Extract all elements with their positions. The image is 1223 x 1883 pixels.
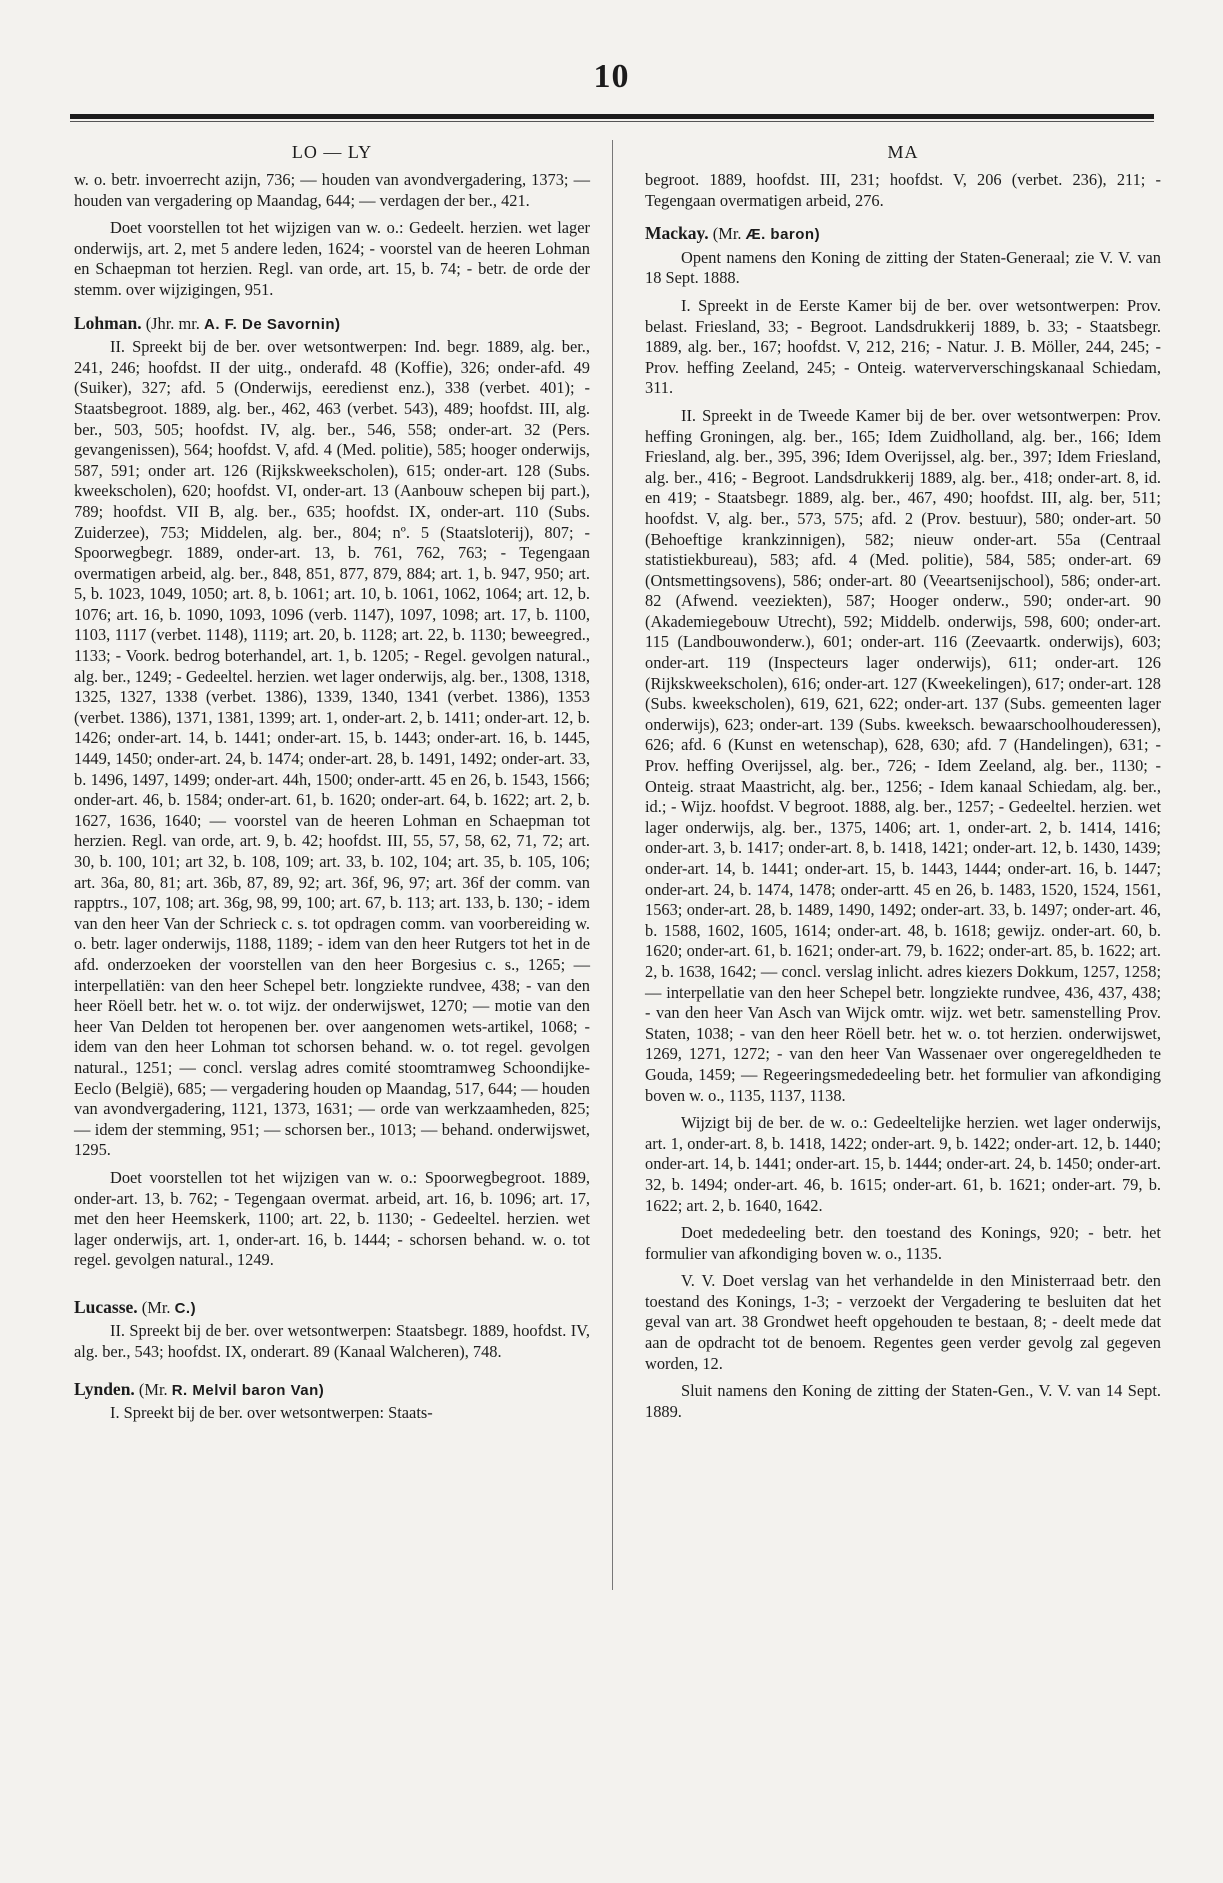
left-column	[74, 142, 590, 1431]
page-number: 10	[593, 58, 630, 95]
entry-given-name: Æ. baron)	[745, 226, 821, 244]
entry-title: (Mr.	[138, 1379, 168, 1399]
paragraph: I. Spreekt in de Eerste Kamer bij de ber. over wetsontwerpen: Prov. belast. Friesland, 33; - Begroot. Landsdrukkerij 1889, b. 33; - Staatsbegr. 1889, alg. ber., 167; hoofdst. V, 212, 216; - Natur. J. B. Möller, 244, 245; - Prov. heffing Zeeland, 245; - Onteig. waterververschingskanaal Schiedam, 311.	[645, 295, 1161, 398]
paragraph: begroot. 1889, hoofdst. III, 231; hoofdst. V, 206 (verbet. 236), 211; - Tegengaan overmatigen arbeid, 276.	[645, 170, 1161, 210]
paragraph: Sluit namens den Koning de zitting der Staten-Gen., V. V. van 14 Sept. 1889.	[645, 1381, 1161, 1421]
entry-heading-lynden	[74, 1379, 590, 1402]
header-rule-thick	[70, 114, 1154, 119]
entry-given-name: A. F. De Savornin)	[204, 315, 341, 333]
paragraph: II. Spreekt in de Tweede Kamer bij de ber. over wetsontwerpen: Prov. heffing Groningen, alg. ber., 165; Idem Zuidholland, alg. ber., 166; Idem Friesland, alg. ber., 395, 396; Idem Overijssel, alg. ber., 397; Idem Friesland, alg. ber., 416; - Begroot. Landsdrukkerij 1889, alg. ber., 418; onder-art. 8, id. en 419; - Staatsbegr. 1889, alg. ber., 467, 490; hoofdst. III, alg. ber, 511; hoofdst. V, alg. ber., 573, 575; afd. 2 (Prov. bestuur), 580; onder-art. 50 (Behoeftige krankzinnigen), 582; nieuw onder-art. 55a (Centraal statistiekbureau), 583; afd. 4 (Med. politie), 584, 585; onder-art. 69 (Ontsmettingsovens), 586; onder-art. 80 (Veeartsenijschool), 586; onder-art. 82 (Afwend. veeziekten), 587; Hooger onderw., 590; onder-art. 90 (Akademiegebouw Utrecht), 592; Middelb. onderwijs, 598, 600; onder-art. 115 (Landbouwonderw.), 601; onder-art. 116 (Zeevaartk. onderwijs), 603; onder-art. 119 (Inspecteurs lager onderwijs), 611; onder-art. 126 (Rijkskweekscholen), 616; onder-art. 127 (Kweekelingen), 617; onder-art. 128 (Subs. kweekscholen), 619, 621, 622; onder-art. 137 (Subs. gemeenten lager onderwijs), 623; onder-art. 139 (Subs. kweeksch. bewaarschoolhouderessen), 626; afd. 6 (Kunst en wetenschap), 628, 630; afd. 7 (Handelingen), 631; - Prov. heffing Overijssel, alg. ber., 726; - Idem Zeeland, alg. ber., 1130; - Onteig. straat Maastricht, alg. ber., 1256; - Idem kanaal Schiedam, alg. ber., id.; - Wijz. hoofdst. V begroot. 1888, alg. ber., 1257; - Gedeeltel. herzien. wet lager onderwijs, alg. ber., 1375, 1406; art. 1, onder-art. 2, b. 1414, 1416; onder-art. 3, b. 1417; onder-art. 8, b. 1418, 1421; onder-art. 12, b. 1430, 1439; onder-art. 14, b. 1441; onder-art. 15, b. 1443, 1444; onder-art. 16, b. 1447; onder-art. 24, b. 1474, 1478; onder-artt. 45 en 26, b. 1483, 1520, 1524, 1561, 1563; onder-art. 28, b. 1489, 1490, 1492; onder-art. 33, b. 1497; onder-art. 46, b. 1588, 1602, 1605, 1614; onder-art. 48, b. 1618; gewijz. onder-art. 60, b. 1620; onder-art. 61, b. 1621; onder-art. 79, b. 1622; onder-art. 85, b. 1622; art. 2, b. 1638, 1642; — concl. verslag inlicht. adres kiezers Dokkum, 1257, 1258; — interpellatie van den heer Schepel betr. longziekte rundvee, 436, 437, 438; - van den heer Van Asch van Wijck omtr. wijz. wet betr. samenstelling Prov. Staten, 1038; - van den heer Röell betr. het w. o. tot herzien. onderwijswet, 1269, 1271, 1272; - van den heer Van Wassenaer over ongeregeldheden te Gouda, 1459; — Regeeringsmededeeling betr. het formulier van afkondiging boven w. o., 1135, 1137, 1138.	[645, 405, 1161, 1105]
paragraph: Doet voorstellen tot het wijzigen van w. o.: Gedeelt. herzien. wet lager onderwijs, art. 2, met 5 andere leden, 1624; - voorstel van de heeren Lohman en Schaepman tot herzien. Regl. van orde, art. 15, b. 74; - betr. de orde der stemm. over wijzigingen, 951.	[74, 218, 590, 299]
right-column-header: MA	[887, 142, 919, 162]
entry-given-name: R. Melvil baron Van)	[171, 1381, 325, 1399]
paragraph: Wijzigt bij de ber. de w. o.: Gedeeltelijke herzien. wet lager onderwijs, art. 1, onder-art. 8, b. 1418, 1422; onder-art. 9, b. 1422; onder-art. 12, b. 1440; onder-art. 14, b. 1441; onder-art. 15, b. 1444; onder-art. 24, b. 1450; onder-art. 32, b. 1494; onder-art. 46, b. 1615; onder-art. 61, b. 1621; onder-art. 79, b. 1622; art. 2, b. 1640, 1642.	[645, 1113, 1161, 1215]
entry-surname: Mackay.	[645, 223, 709, 244]
paragraph: V. V. Doet verslag van het verhandelde in den Ministerraad betr. den toestand des Konings, 1-3; - verzoekt der Vergadering te besluiten dat het geval van art. 38 Grondwet heeft opgehouden te bestaan, 8; - deelt mede dat aan de opdracht tot de benoem. Regentes geen verder gevolg zal gegeven worden, 12.	[645, 1271, 1161, 1373]
entry-title: (Jhr. mr.	[145, 313, 200, 333]
entry-title: (Mr.	[712, 224, 742, 244]
entry-heading-mackay	[645, 223, 1161, 246]
column-divider	[612, 140, 613, 1590]
entry-surname: Lohman.	[74, 312, 142, 333]
entry-heading-lohman	[74, 313, 590, 336]
paragraph: I. Spreekt bij de ber. over wetsontwerpen: Staats-	[110, 1403, 433, 1423]
entry-heading-lucasse	[74, 1297, 590, 1320]
header-rule-thin	[70, 121, 1154, 122]
paragraph: Doet mededeeling betr. den toestand des Konings, 920; - betr. het formulier van afkondiging boven w. o., 1135.	[645, 1223, 1161, 1263]
paragraph: w. o. betr. invoerrecht azijn, 736; — houden van avondvergadering, 1373; — houden van vergadering op Maandag, 644; — verdagen der ber., 421.	[74, 170, 590, 210]
entry-given-name: C.)	[174, 1299, 197, 1317]
right-column	[645, 142, 1161, 1429]
entry-title: (Mr.	[141, 1297, 171, 1317]
paragraph: II. Spreekt bij de ber. over wetsontwerpen: Staatsbegr. 1889, hoofdst. IV, alg. ber., 543; hoofdst. IX, onderart. 89 (Kanaal Walcheren), 748.	[74, 1321, 590, 1362]
entry-surname: Lynden.	[74, 1378, 135, 1399]
paragraph: Doet voorstellen tot het wijzigen van w. o.: Spoorwegbegroot. 1889, onder-art. 13, b. 762; - Tegengaan overmat. arbeid, art. 16, b. 1096; art. 17, met den heer Heemskerk, 1100; art. 22, b. 1130; - Gedeeltel. herzien. wet lager onderwijs, art. 1, onder-art. 16, b. 1444; - schorsen behand. w. o. tot regel. gevolgen natural., 1249.	[74, 1167, 590, 1270]
paragraph: II. Spreekt bij de ber. over wetsontwerpen: Ind. begr. 1889, alg. ber., 241, 246; hoofdst. II der uitg., onderafd. 48 (Koffie), 326; onder-afd. 49 (Suiker), 327; afd. 5 (Onderwijs, eeredienst enz.), 338 (verbet. 401); - Staatsbegroot. 1889, alg. ber., 462, 463 (verbet. 543), 489; hoofdst. III, alg. ber., 503, 505; hoofdst. IV, alg. ber., 546, 558; onder-art. 32 (Pers. gevangenissen), 564; hoofdst. V, afd. 4 (Med. politie), 585; hooger onderwijs, 587, 591; onder art. 126 (Rijkskweekscholen), 615; onder-art. 128 (Subs. kweekscholen), 620; hoofdst. VI, onder-art. 13 (Aanbouw schepen bij part.), 789; hoofdst. VII B, alg. ber., 635; hoofdst. IX, onder-art. 110 (Subs. Zuiderzee), 753; Middelen, alg. ber., 804; nº. 5 (Staatsloterij), 807; - Spoorwegbegr. 1889, onder-art. 13, b. 761, 762, 763; - Tegengaan overmatigen arbeid, alg. ber., 848, 851, 877, 879, 884; art. 1, b. 947, 950; art. 5, b. 1023, 1049, 1050; art. 8, b. 1061; art. 10, b. 1061, 1062, 1064; art. 12, b. 1076; art. 16, b. 1090, 1093, 1096 (verb. 1147), 1097, 1098; art. 17, b. 1100, 1103, 1117 (verbet. 1148), 1119; art. 20, b. 1128; art. 22, b. 1130; beweegred., 1133; - Voork. bedrog boterhandel, art. 1, b. 1205; - Regel. gevolgen natural., alg. ber., 1249; - Gedeeltel. herzien. wet lager onderwijs, alg. ber., 1308, 1318, 1325, 1327, 1338 (verbet. 1386), 1339, 1340, 1341 (verbet. 1386), 1353 (verbet. 1386), 1371, 1381, 1399; art. 1, onder-art. 2, b. 1411; onder-art. 12, b. 1426; onder-art. 14, b. 1441; onder-art. 15, b. 1443; onder-art. 16, b. 1445, 1449, 1450; onder-art. 24, b. 1474; onder-art. 28, b. 1491, 1492; onder-art. 33, b. 1496, 1497, 1499; onder-art. 44h, 1500; onder-artt. 45 en 26, b. 1543, 1566; onder-art. 46, b. 1584; onder-art. 61, b. 1620; onder-art. 64, b. 1622; art. 2, b. 1627, 1636, 1640; — voorstel van de heeren Lohman en Schaepman tot herzien. Regl. van orde, art. 9, b. 42; hoofdst. III, 55, 57, 58, 62, 71, 72; art. 30, b. 100, 101; art 32, b. 108, 109; art. 33, b. 102, 104; art. 35, b. 105, 106; art. 36a, 80, 81; art. 36b, 87, 89, 92; art. 36f, 96, 97; art. 36f der comm. van rapptrs., 107, 108; art. 36g, 98, 99, 100; art. 67, b. 113; art. 133, b. 130; - idem van den heer Van der Schrieck c. s. tot opdragen comm. van voorbereiding w. o. betr. lager onderwijs, 1188, 1189; - idem van den heer Rutgers tot het in de afd. onderzoeken der voorstellen van den heer Borgesius c. s., 1265; — interpellatiën: van den heer Schepel betr. longziekte rundvee, 438; - van den heer Röell betr. het w. o. tot wijz. der onderwijswet, 1270; — motie van den heer Van Delden tot heropenen ber. over aangenomen wets-artikel, 1068; - idem van den heer Lohman tot schorsen behand. w. o. tot regel. gevolgen natural., 1251; — concl. verslag adres comité stoomtramweg Schoondijke-Eeclo (België), 685; — vergadering houden op Maandag, 517, 644; — houden van avondvergadering, 1121, 1373, 1631; — orde van werkzaamheden, 825; — idem der stemming, 951; — schorsen ber., 1013; — behand. onderwijswet, 1295.	[74, 337, 590, 1160]
entry-surname: Lucasse.	[74, 1296, 138, 1317]
paragraph: Opent namens den Koning de zitting der Staten-Generaal; zie V. V. van 18 Sept. 1888.	[645, 247, 1161, 288]
left-column-header: LO — LY	[291, 142, 373, 162]
